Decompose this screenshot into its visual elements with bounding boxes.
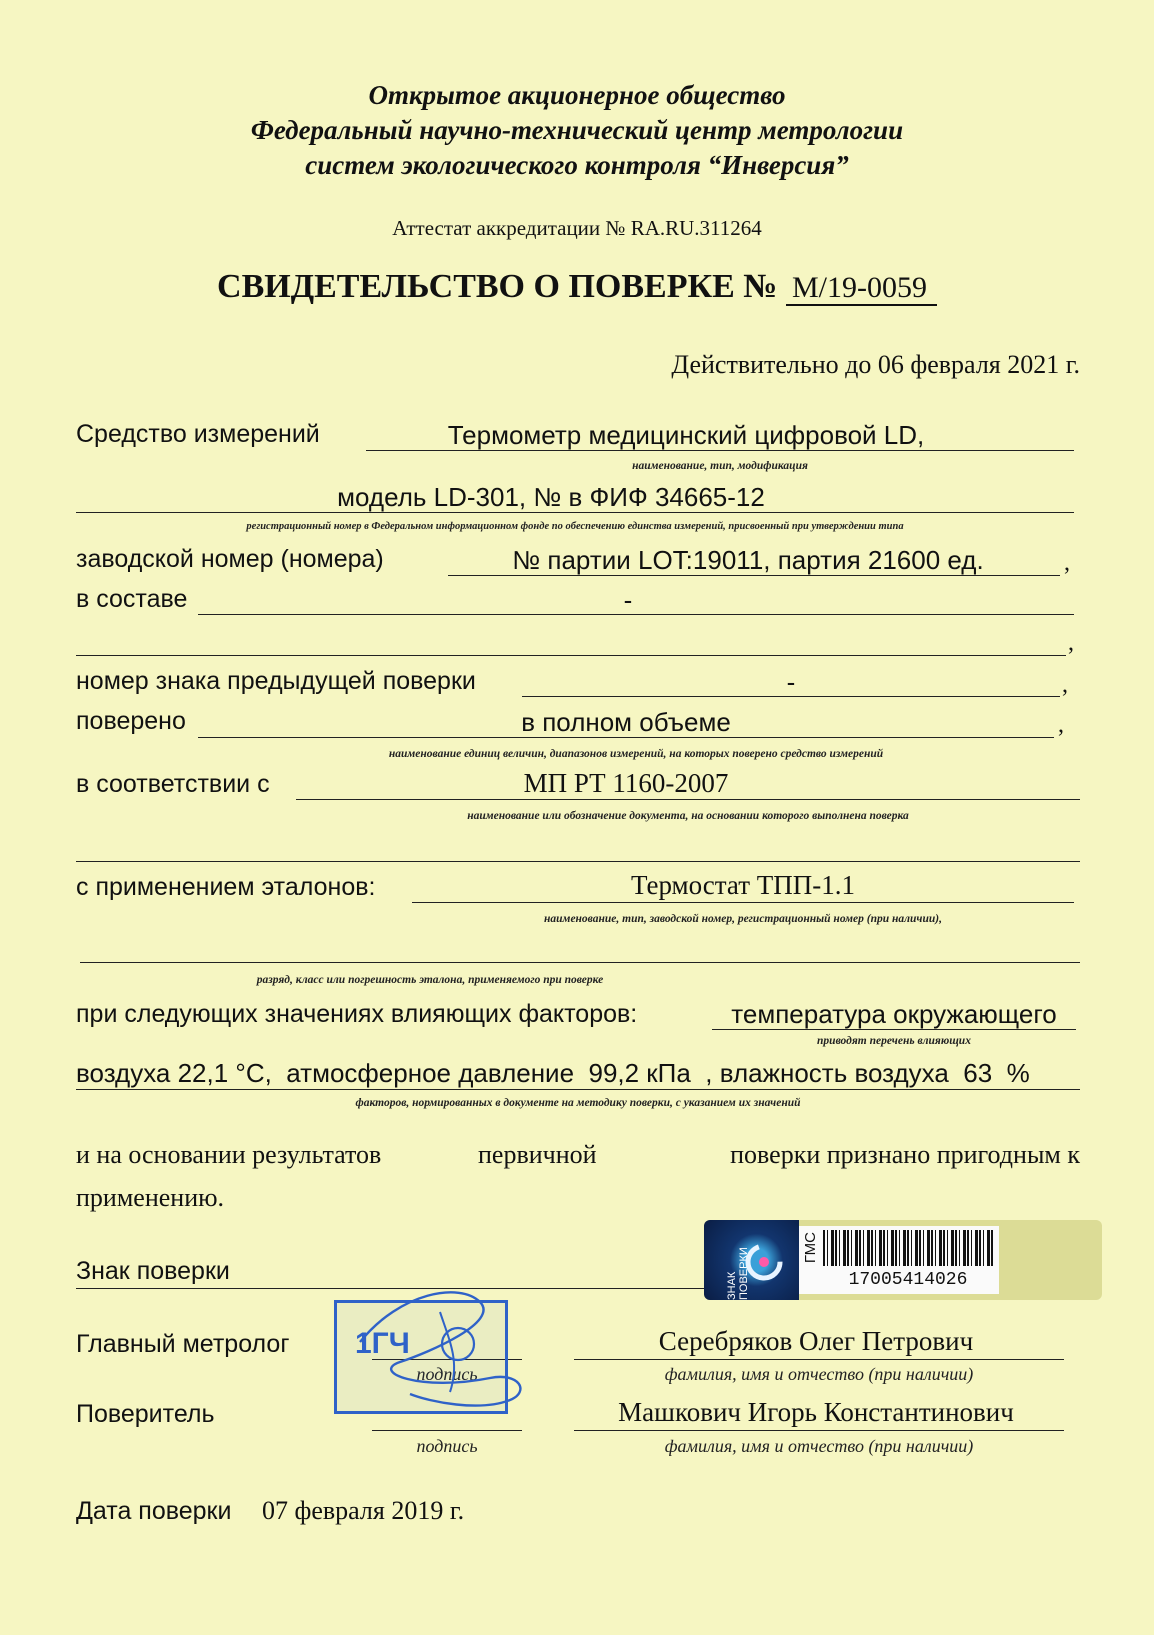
conclusion-result: первичной [478, 1140, 597, 1169]
composition-label: в составе [76, 585, 188, 613]
factors-caption-2: факторов, нормированных в документе на методику поверки, с указанием их значений [355, 1097, 801, 1109]
verifier-signature-line [372, 1430, 522, 1431]
factors-value-1: температура окружающего [731, 999, 1057, 1029]
verified-label: поверено [76, 707, 186, 735]
standards-value: Термостат ТПП-1.1 [631, 870, 855, 900]
prev-mark-comma: , [1062, 672, 1068, 698]
verified-value: в полном объеме [521, 707, 731, 737]
chief-name-caption: фамилия, имя и отчество (при наличии) [664, 1364, 974, 1384]
verifier-name: Машкович Игорь Константинович [618, 1397, 1014, 1427]
instrument-caption-1: наименование, тип, модификация [632, 460, 808, 472]
barcode-number: 17005414026 [848, 1270, 968, 1290]
stamp-text: 1ГЧ [355, 1327, 410, 1360]
conclusion-part-1: и на основании результатов [76, 1140, 382, 1169]
date-value: 07 февраля 2019 г. [261, 1496, 465, 1525]
barcode-label [799, 1226, 999, 1294]
org-line-2: Федеральный научно-технический центр метрологии [250, 115, 904, 145]
prev-mark-label: номер знака предыдущей поверки [76, 667, 476, 695]
verifier-label: Поверитель [76, 1400, 215, 1428]
according-value: МП РТ 1160-2007 [523, 768, 729, 798]
instrument-label: Средство измерений [76, 420, 320, 448]
factors-line-2 [76, 1089, 1080, 1090]
prev-mark-value: - [786, 667, 796, 697]
standards-caption-1: наименование, тип, заводской номер, регистрационный номер (при наличии), [544, 913, 942, 925]
chief-signature-caption: подпись [416, 1364, 478, 1384]
verified-comma: , [1058, 712, 1064, 738]
org-line-3: систем экологического контроля “Инверсия” [305, 150, 849, 180]
serial-comma: , [1064, 550, 1070, 576]
accreditation: Аттестат аккредитации № RA.RU.311264 [392, 216, 762, 240]
verified-caption: наименование единиц величин, диапазонов измерений, на которых поверено средство измерений [388, 748, 884, 760]
hologram-text: ЗНАК ПОВЕРКИ [726, 1247, 750, 1300]
date-line [76, 1496, 464, 1526]
instrument-caption-2: регистрационный номер в Федеральном информационном фонде по обеспечению единства измерений, присвоенный при утверждении типа [246, 521, 904, 532]
serial-value: № партии LOT:19011, партия 21600 ед. [512, 545, 984, 575]
verifier-signature-caption: подпись [416, 1436, 478, 1456]
barcode-icon [823, 1230, 993, 1266]
chief-name: Серебряков Олег Петрович [658, 1326, 974, 1356]
sticker-org: ГМС [802, 1232, 819, 1264]
title-label: СВИДЕТЕЛЬСТВО О ПОВЕРКЕ № [217, 268, 778, 305]
signature-scribble-icon [340, 1282, 540, 1422]
according-line-2 [76, 861, 1080, 862]
factors-label: при следующих значениях влияющих факторов: [76, 1000, 638, 1028]
org-line-1: Открытое акционерное общество [368, 80, 786, 110]
composition-value: - [623, 585, 633, 615]
chief-label: Главный метролог [76, 1330, 290, 1358]
mark-label: Знак поверки [76, 1257, 230, 1285]
factors-caption-1: приводят перечень влияющих [817, 1035, 971, 1047]
according-caption: наименование или обозначение документа, на основании которого выполнена поверка [467, 810, 909, 822]
according-label: в соответствии с [76, 770, 270, 798]
verifier-name-line [574, 1430, 1064, 1431]
standards-caption-2: разряд, класс или погрешность эталона, применяемого при поверке [256, 974, 604, 986]
chief-name-line [574, 1359, 1064, 1360]
factors-value-2: воздуха 22,1 °С, атмосферное давление 99,2 кПа , влажность воздуха 63 % [76, 1058, 1030, 1088]
conclusion-part-3: поверки признано пригодным к [730, 1140, 1080, 1169]
instrument-value-2: модель LD-301, № в ФИФ 34665-12 [337, 482, 765, 512]
serial-label: заводской номер (номера) [76, 545, 384, 573]
hologram-emblem-icon [704, 1220, 799, 1300]
composition-comma: , [1068, 630, 1074, 656]
certificate-title [0, 268, 1154, 306]
verification-sticker [704, 1220, 1102, 1300]
according-line [296, 799, 1080, 800]
verifier-name-caption: фамилия, имя и отчество (при наличии) [664, 1436, 974, 1456]
date-label: Дата поверки [76, 1497, 232, 1525]
certificate-number: M/19-0059 [786, 271, 937, 306]
conclusion-part-4: применению. [76, 1183, 225, 1212]
instrument-value-1: Термометр медицинский цифровой LD, [447, 420, 925, 450]
conclusion-line-1 [76, 1140, 1080, 1180]
valid-until: Действительно до 06 февраля 2021 г. [671, 350, 1080, 379]
standards-line-2 [80, 962, 1080, 963]
hologram-icon [704, 1220, 799, 1300]
composition-line-2 [76, 655, 1066, 656]
standards-label: с применением эталонов: [76, 873, 376, 901]
standards-line [412, 902, 1074, 903]
